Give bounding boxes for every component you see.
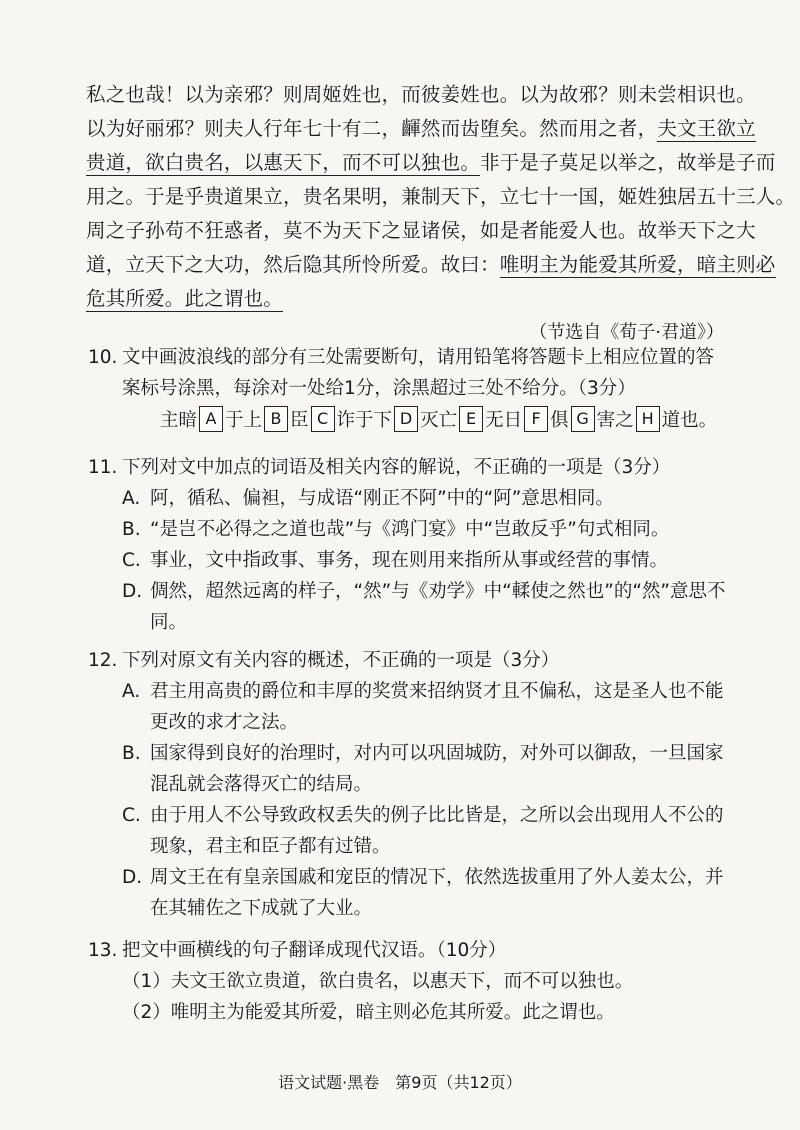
question-12 (88, 645, 738, 924)
question-13 (88, 935, 738, 1028)
question-number: 12. (88, 650, 118, 671)
page-footer: 语文试题·黑卷 第9页（共12页） (278, 1073, 522, 1092)
passage-line: 用之。于是乎贵道果立，贵名果明，兼制天下，立七十一国，姬姓独居五十三人。 (86, 185, 796, 208)
question-stem: 下列对文中加点的词语及相关内容的解说，不正确的一项是（3分） (122, 457, 671, 478)
break-box-e[interactable]: E (459, 406, 483, 432)
translation-item: （1）夫文王欲立贵道，欲白贵名，以惠天下，而不可以独也。 (122, 971, 634, 992)
option-c[interactable]: C. 由于用人不公导致政权丢失的例子比比皆是，之所以会出现用人不公的现象，君主和臣子都有过错。 (122, 805, 724, 857)
question-10 (88, 342, 738, 404)
passage-line: 道，立天下之大功，然后隐其所怜所爱。故曰：唯明主为能爱其所爱，暗主则必 (86, 253, 776, 276)
passage-line: 以为好丽邪？则夫人行年七十有二，齳然而齿堕矣。然而用之者，夫文王欲立 (86, 117, 756, 140)
underlined-sentence: 唯明主为能爱其所爱，暗主则必 (499, 253, 776, 276)
underlined-sentence: 夫文王欲立 (657, 117, 756, 140)
break-box-c[interactable]: C (311, 406, 335, 432)
question-number: 11. (88, 457, 118, 478)
option-b[interactable]: B. 国家得到良好的治理时，对内可以巩固城防，对外可以御敌，一旦国家混乱就会落得灭亡的结局。 (122, 743, 724, 795)
underlined-sentence: 危其所爱。此之谓也。 (86, 287, 284, 310)
question-number: 13. (88, 940, 118, 961)
question-stem: 下列对原文有关内容的概述，不正确的一项是（3分） (122, 650, 560, 671)
segment-text: 于上 (225, 410, 263, 431)
segment-text: 主暗 (160, 410, 198, 431)
option-c[interactable]: C. 事业，文中指政事、事务，现在则用来指所从事或经营的事情。 (122, 550, 669, 571)
classical-passage (86, 78, 796, 316)
option-d[interactable]: D. 周文王在有皇亲国戚和宠臣的情况下，依然选拔重用了外人姜太公，并在其辅佐之下成就了大业。 (122, 867, 724, 919)
break-box-d[interactable]: D (394, 406, 418, 432)
question-stem-cont: 案标号涂黑，每涂对一处给1分，涂黑超过三处不给分。（3分） (122, 378, 636, 399)
break-box-f[interactable]: F (524, 406, 548, 432)
passage-line: 贵道，欲白贵名，以惠天下，而不可以独也。非于是子莫足以举之，故举是子而 (86, 151, 776, 174)
passage-source: （节选自《荀子·君道》） (529, 322, 724, 343)
option-d[interactable]: D. 倜然，超然远离的样子，“然”与《劝学》中“輮使之然也”的“然”意思不同。 (122, 581, 726, 633)
option-b[interactable]: B. “是岂不必得之之道也哉”与《鸿门宴》中“岂敢反乎”句式相同。 (122, 519, 670, 540)
sentence-break-options (160, 406, 717, 432)
question-11 (88, 452, 738, 638)
segment-text: 道也。 (661, 410, 718, 431)
passage-line (86, 282, 746, 316)
passage-line: 私之也哉！以为亲邪？则周姬姓也，而彼姜姓也。以为故邪？则未尝相识也。 (86, 83, 756, 106)
segment-text: 无日 (485, 410, 523, 431)
segment-text: 俱 (550, 410, 569, 431)
break-box-g[interactable]: G (571, 406, 595, 432)
segment-text: 诈于下 (336, 410, 393, 431)
segment-text: 臣 (290, 410, 309, 431)
underlined-sentence: 贵道，欲白贵名，以惠天下，而不可以独也。 (86, 151, 481, 174)
option-a[interactable]: A. 阿，循私、偏袒，与成语“刚正不阿”中的“阿”意思相同。 (122, 488, 614, 509)
segment-text: 害之 (596, 410, 634, 431)
question-stem: 文中画波浪线的部分有三处需要断句，请用铅笔将答题卡上相应位置的答 (122, 347, 715, 368)
question-stem: 把文中画横线的句子翻译成现代汉语。（10分） (122, 940, 507, 961)
option-a[interactable]: A. 君主用高贵的爵位和丰厚的奖赏来招纳贤才且不偏私，这是圣人也不能更改的求才之法。 (122, 681, 724, 733)
passage-line: 周之子孙苟不狂惑者，莫不为天下之显诸侯，如是者能爱人也。故举天下之大 (86, 219, 756, 242)
break-box-h[interactable]: H (636, 406, 660, 432)
segment-text: 灭亡 (420, 410, 458, 431)
break-box-b[interactable]: B (264, 406, 288, 432)
break-box-a[interactable]: A (199, 406, 223, 432)
question-number: 10. (88, 347, 118, 368)
translation-item: （2）唯明主为能爱其所爱，暗主则必危其所爱。此之谓也。 (122, 1002, 615, 1023)
